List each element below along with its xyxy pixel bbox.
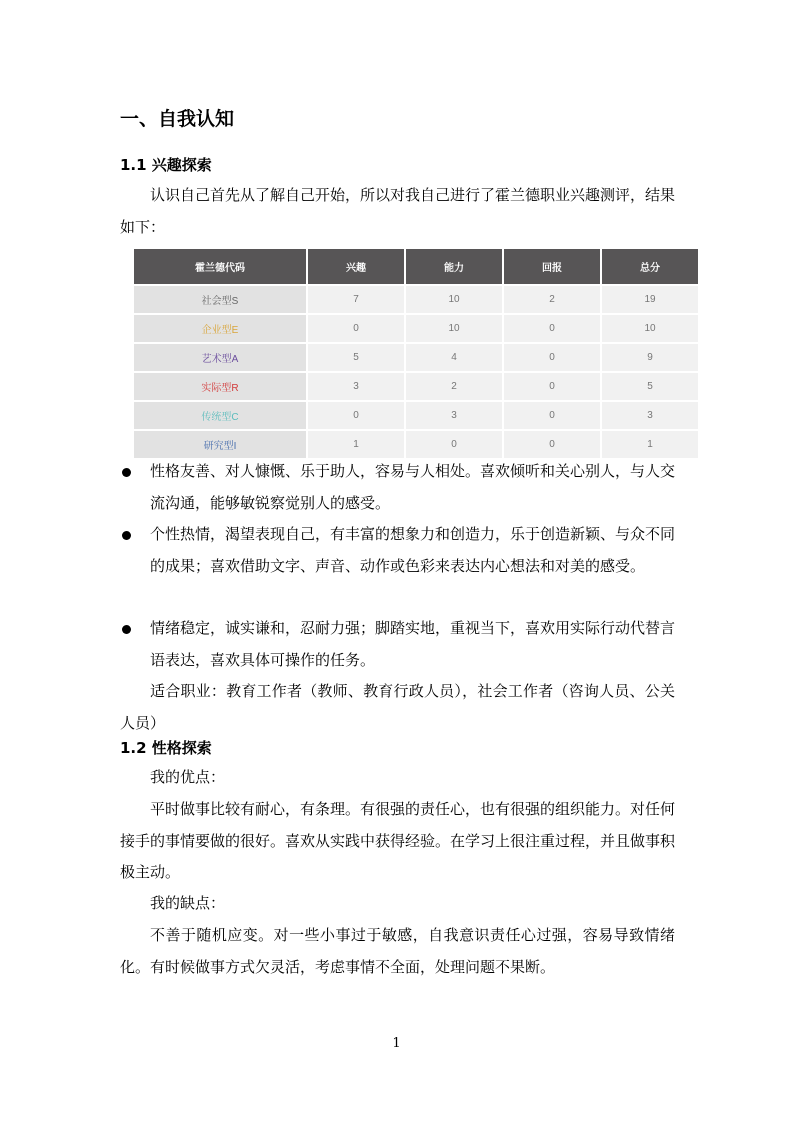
table-row xyxy=(134,402,698,429)
weaknesses-paragraph: 不善于随机应变。对一些小事过于敏感，自我意识责任心过强，容易导致情绪化。有时候做事方式欠灵活，考虑事情不全面，处理问题不果断。 xyxy=(120,926,675,976)
col-header: 兴趣 xyxy=(308,249,404,284)
bullet-icon xyxy=(122,468,131,477)
bullet-item: 情绪稳定，诚实谦和，忍耐力强；脚踏实地，重视当下，喜欢用实际行动代替言语表达，喜欢具体可操作的任务。 xyxy=(120,613,675,676)
col-header: 能力 xyxy=(406,249,502,284)
holland-type-cell: 研究型I xyxy=(134,431,306,458)
holland-type-cell: 艺术型A xyxy=(134,344,306,371)
score-cell: 4 xyxy=(406,344,502,371)
bullet-item: 性格友善、对人慷慨、乐于助人，容易与人相处。喜欢倾听和关心别人，与人交流沟通，能够敏锐察觉别人的感受。 xyxy=(120,456,675,519)
holland-type-cell: 企业型E xyxy=(134,315,306,342)
score-cell: 5 xyxy=(308,344,404,371)
score-cell: 3 xyxy=(406,402,502,429)
score-cell: 10 xyxy=(406,286,502,313)
weaknesses-label: 我的缺点： xyxy=(150,894,226,912)
intro-paragraph: 认识自己首先从了解自己开始，所以对我自己进行了霍兰德职业兴趣测评，结果如下： xyxy=(120,186,676,236)
table-row xyxy=(134,431,698,458)
score-cell: 3 xyxy=(308,373,404,400)
score-cell: 0 xyxy=(504,402,600,429)
score-cell: 0 xyxy=(406,431,502,458)
score-cell: 3 xyxy=(602,402,698,429)
score-cell: 10 xyxy=(602,315,698,342)
bullet-icon xyxy=(122,625,131,634)
page-number: 1 xyxy=(392,1036,401,1051)
subsection-heading-interest: 1.1 兴趣探索 xyxy=(120,156,212,174)
score-cell: 2 xyxy=(406,373,502,400)
subsection-heading-personality: 1.2 性格探索 xyxy=(120,739,212,757)
score-cell: 0 xyxy=(504,344,600,371)
score-cell: 0 xyxy=(504,315,600,342)
score-cell: 5 xyxy=(602,373,698,400)
score-cell: 0 xyxy=(308,402,404,429)
score-cell: 9 xyxy=(602,344,698,371)
table-row xyxy=(134,344,698,371)
table-row xyxy=(134,286,698,313)
col-header: 回报 xyxy=(504,249,600,284)
score-cell: 1 xyxy=(602,431,698,458)
table-row xyxy=(134,373,698,400)
suitable-careers: 适合职业：教育工作者（教师、教育行政人员），社会工作者（咨询人员、公关人员） xyxy=(120,682,675,732)
score-cell: 7 xyxy=(308,286,404,313)
score-cell: 0 xyxy=(308,315,404,342)
bullet-item: 个性热情，渴望表现自己，有丰富的想象力和创造力，乐于创造新颖、与众不同的成果；喜欢借助文字、声音、动作或色彩来表达内心想法和对美的感受。 xyxy=(120,519,675,582)
strengths-label: 我的优点： xyxy=(150,768,226,786)
strengths-paragraph: 平时做事比较有耐心，有条理。有很强的责任心，也有很强的组织能力。对任何接手的事情要做的很好。喜欢从实践中获得经验。在学习上很注重过程，并且做事积极主动。 xyxy=(120,800,676,881)
holland-table xyxy=(132,247,700,460)
holland-type-cell: 实际型R xyxy=(134,373,306,400)
score-cell: 0 xyxy=(504,373,600,400)
score-cell: 10 xyxy=(406,315,502,342)
score-cell: 0 xyxy=(504,431,600,458)
section-heading: 一、自我认知 xyxy=(120,108,235,130)
table-row xyxy=(134,315,698,342)
score-cell: 1 xyxy=(308,431,404,458)
holland-type-cell: 传统型C xyxy=(134,402,306,429)
score-cell: 19 xyxy=(602,286,698,313)
col-header: 总分 xyxy=(602,249,698,284)
score-cell: 2 xyxy=(504,286,600,313)
col-header: 霍兰德代码 xyxy=(134,249,306,284)
holland-type-cell: 社会型S xyxy=(134,286,306,313)
bullet-icon xyxy=(122,531,131,540)
